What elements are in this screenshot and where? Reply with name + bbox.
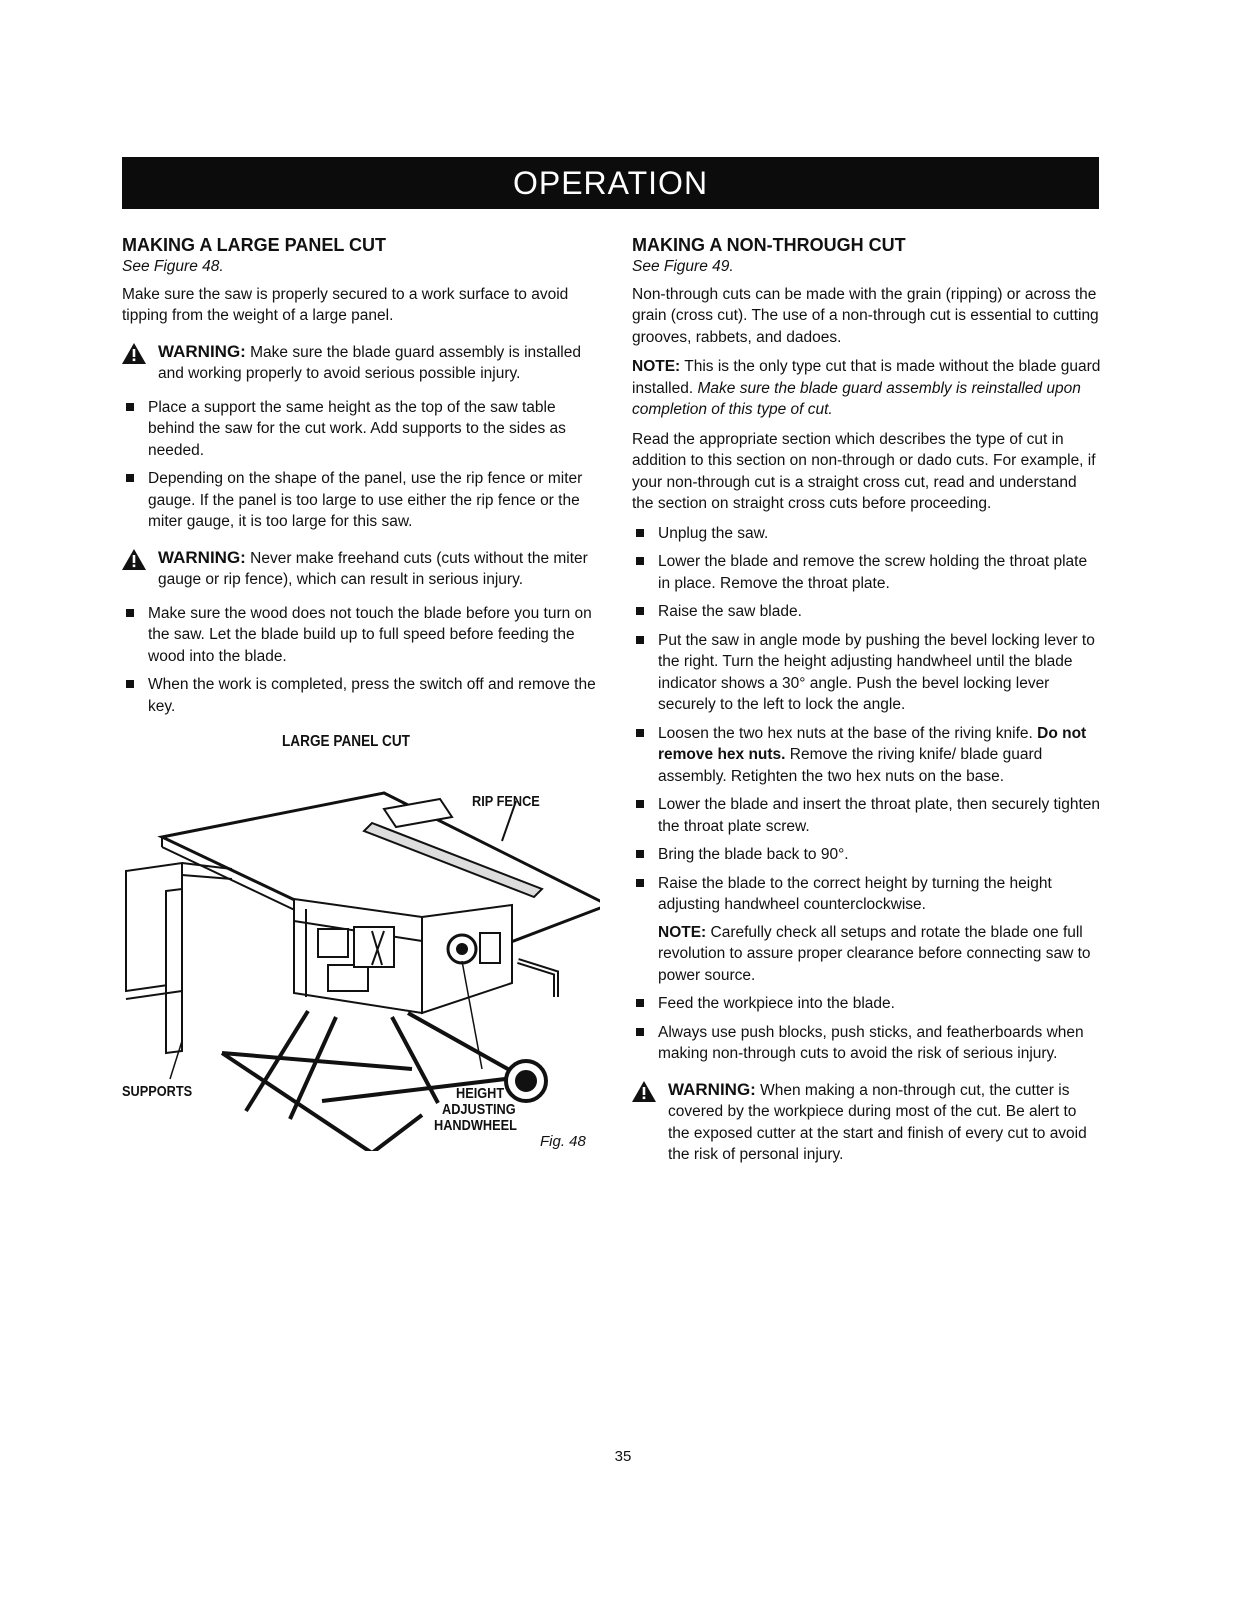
warning-label: WARNING:: [158, 547, 246, 567]
non-through-cut-heading: MAKING A NON-THROUGH CUT: [632, 235, 906, 255]
list-item: Unplug the saw.: [632, 523, 1102, 545]
warning-freehand: [122, 547, 600, 591]
warning-triangle-icon: [632, 1079, 668, 1166]
warning-text: Make sure the blade guard assembly is installed and working properly to avoid serious possible injury.: [158, 343, 581, 382]
list-item: Put the saw in angle mode by pushing the bevel locking lever to the right. Turn the height adjusting handwheel until the blade indicator shows a 30° angle. Push the bevel locking lever securely to the left to lock the angle.: [632, 630, 1102, 716]
note-setup-check: NOTE: Carefully check all setups and rotate the blade one full revolution to assure proper clearance before connecting saw to power source.: [658, 923, 1091, 984]
list-item: When the work is completed, press the switch off and remove the key.: [122, 674, 600, 717]
warning-triangle-icon: [122, 547, 158, 591]
warning-exposed-cutter: [632, 1079, 1102, 1166]
page-number: 35: [614, 1448, 632, 1465]
section-title: OPERATION: [512, 165, 709, 201]
list-item: Raise the saw blade.: [632, 601, 1102, 623]
list-item: Raise the blade to the correct height by turning the height adjusting handwheel counterclockwise. NOTE: Carefully check all setups and rotate the blade one full revolution to assure proper clearance before connecting saw to power source.: [632, 873, 1102, 987]
warning-triangle-icon: [122, 341, 158, 385]
section-header: [122, 157, 1099, 209]
warning-label: WARNING:: [668, 1079, 756, 1099]
warning-blade-guard: [122, 341, 600, 385]
figure-title: LARGE PANEL CUT: [282, 733, 410, 750]
see-figure-49: See Figure 49.: [632, 258, 734, 275]
list-item: Loosen the two hex nuts at the base of the riving knife. Do not remove hex nuts. Remove the riving knife/ blade guard assembly. Retighten the two hex nuts on the base.: [632, 723, 1102, 788]
non-through-intro: Non-through cuts can be made with the grain (ripping) or across the grain (cross cut). The use of a non-through cut is essential to cutting grooves, rabbets, and dadoes.: [632, 285, 1099, 346]
figure-caption: Fig. 48: [540, 1133, 586, 1150]
list-item: Lower the blade and remove the screw holding the throat plate in place. Remove the throat plate.: [632, 551, 1102, 594]
list-item: Always use push blocks, push sticks, and featherboards when making non-through cuts to avoid the risk of serious injury.: [632, 1022, 1102, 1065]
note-blade-guard: NOTE: This is the only type cut that is made without the blade guard installed. Make sure the blade guard assembly is reinstalled upon completion of this type of cut.: [632, 358, 1101, 418]
rip-fence-label: RIP FENCE: [472, 793, 540, 810]
bullet-list: [122, 397, 600, 533]
bullet-list: [122, 603, 600, 718]
table-saw-illustration: [122, 751, 600, 1151]
list-item: Depending on the shape of the panel, use the rip fence or miter gauge. If the panel is too large to use either the rip fence or the miter gauge, it is too large for this saw.: [122, 468, 600, 533]
right-column: [632, 234, 1102, 1178]
warning-text: Never make freehand cuts (cuts without the miter gauge or rip fence), which can result in serious injury.: [158, 549, 588, 588]
handwheel-label: HANDWHEEL: [434, 1117, 517, 1134]
list-item: Feed the workpiece into the blade.: [632, 993, 1102, 1015]
list-item: Lower the blade and insert the throat plate, then securely tighten the throat plate screw.: [632, 794, 1102, 837]
large-panel-cut-heading: MAKING A LARGE PANEL CUT: [122, 235, 386, 255]
list-item: Bring the blade back to 90°.: [632, 844, 1102, 866]
list-item: Make sure the wood does not touch the blade before you turn on the saw. Let the blade build up to full speed before feeding the wood into the blade.: [122, 603, 600, 668]
bullet-list: [632, 523, 1102, 1065]
warning-text: When making a non-through cut, the cutter is covered by the workpiece during most of the cut. Be alert to the exposed cutter at the start and finish of every cut to avoid the risk of personal injury.: [668, 1081, 1087, 1163]
figure-48: [122, 731, 600, 1161]
see-figure-48: See Figure 48.: [122, 258, 224, 275]
adjusting-label: ADJUSTING: [442, 1101, 516, 1118]
large-panel-intro: Make sure the saw is properly secured to a work surface to avoid tipping from the weight of a large panel.: [122, 285, 569, 324]
supports-label: SUPPORTS: [122, 1083, 193, 1100]
height-label: HEIGHT: [456, 1085, 505, 1102]
warning-label: WARNING:: [158, 341, 246, 361]
read-section-paragraph: Read the appropriate section which describes the type of cut in addition to this section on non-through or dado cuts. For example, if your non-through cut is a straight cross cut, read and understand the section on straight cross cuts before proceeding.: [632, 430, 1096, 512]
list-item: Place a support the same height as the top of the saw table behind the saw for the cut work. Add supports to the sides as needed.: [122, 397, 600, 462]
left-column: [122, 234, 600, 1161]
